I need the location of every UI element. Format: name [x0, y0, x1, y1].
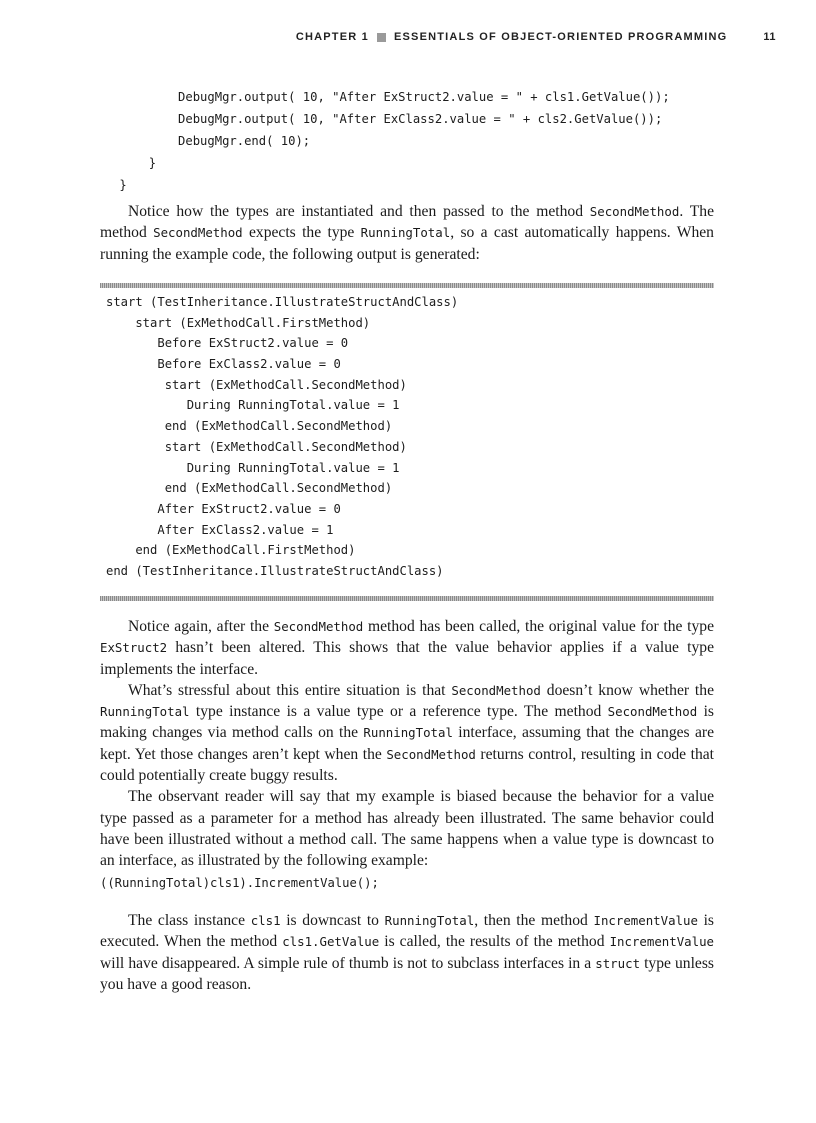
text: interface, assuming that the changes are kept. Yet those changes aren’t kept when the — [100, 724, 714, 763]
inline-code: RunningTotal — [384, 913, 475, 928]
paragraph-3 — [100, 680, 714, 786]
output-line: After ExClass2.value = 1 — [106, 522, 334, 537]
paragraph-2 — [100, 616, 714, 680]
text: , so a cast automatically happens. When running the example code, the following output is generated: — [100, 224, 714, 263]
code-line: } — [90, 156, 157, 170]
output-top-rule — [100, 283, 714, 288]
output-line: During RunningTotal.value = 1 — [106, 398, 400, 413]
text: Notice again, after the — [128, 618, 274, 635]
inline-code: RunningTotal — [363, 725, 453, 741]
text: Notice how the types are instantiated and then passed to the method — [128, 203, 590, 220]
console-output — [106, 292, 716, 582]
inline-code: RunningTotal — [100, 704, 190, 720]
text: is executed. When the method — [100, 912, 714, 951]
text: type instance is a value type or a reference type. The method — [189, 703, 608, 721]
body-text-block — [100, 616, 714, 872]
output-line: start (ExMethodCall.FirstMethod) — [106, 315, 371, 330]
text: is downcast to — [280, 912, 385, 929]
inline-code: RunningTotal — [360, 225, 451, 241]
text: . The method — [100, 203, 714, 242]
text: is making changes via method calls on the — [100, 703, 714, 742]
output-line: start (TestInheritance.IllustrateStructAndClass) — [106, 295, 459, 309]
inline-code: IncrementValue — [609, 934, 714, 950]
inline-code: SecondMethod — [273, 619, 364, 634]
inline-code: struct — [595, 955, 641, 971]
paragraph-4: The observant reader will say that my example is biased because the behavior for a value type passed as a parameter for a method has already been illustrated. The same behavior could have been illustrated without a method call. The same happens when a value type is downcast to an interface, as illustrated by the following example: — [100, 788, 714, 870]
output-line: Before ExClass2.value = 0 — [106, 357, 341, 372]
text: What’s stressful about this entire situation is that — [128, 681, 452, 699]
code-listing-top — [0, 86, 816, 196]
inline-code: SecondMethod — [589, 204, 680, 219]
inline-code: IncrementValue — [593, 913, 698, 928]
page-number: 11 — [763, 31, 776, 43]
text: expects the type — [242, 224, 361, 242]
paragraph-1 — [100, 201, 714, 265]
code-single-line: ((RunningTotal)cls1).IncrementValue(); — [100, 876, 379, 890]
inline-code: SecondMethod — [153, 225, 243, 241]
inline-code: cls1 — [250, 913, 281, 928]
code-line: DebugMgr.output( 10, "After ExClass2.value = " + cls2.GetValue()); — [90, 112, 663, 126]
text: The class instance — [128, 912, 251, 929]
text: hasn’t been altered. This shows that the value behavior applies if a value type implements the interface. — [100, 639, 714, 678]
text: will have disappeared. A simple rule of thumb is not to subclass interfaces in a — [100, 954, 596, 972]
output-line: During RunningTotal.value = 1 — [106, 460, 400, 475]
text: , then the method — [474, 912, 594, 929]
chapter-title: ESSENTIALS OF OBJECT-ORIENTED PROGRAMMING — [393, 31, 728, 43]
output-line: end (ExMethodCall.FirstMethod) — [106, 543, 356, 558]
text: is called, the results of the method — [379, 933, 610, 951]
code-line: DebugMgr.end( 10); — [90, 134, 311, 148]
running-header — [0, 27, 776, 47]
code-line: } — [90, 178, 127, 192]
inline-code: SecondMethod — [451, 682, 541, 698]
output-line: After ExStruct2.value = 0 — [106, 501, 341, 516]
output-line: start (ExMethodCall.SecondMethod) — [106, 439, 407, 454]
output-line: start (ExMethodCall.SecondMethod) — [106, 377, 407, 392]
inline-code: SecondMethod — [386, 746, 476, 762]
chapter-label: CHAPTER 1 — [295, 31, 369, 43]
output-line: end (TestInheritance.IllustrateStructAndClass) — [106, 563, 444, 578]
output-bottom-rule — [100, 596, 714, 601]
text: doesn’t know whether the — [540, 681, 714, 699]
inline-code: cls1.GetValue — [282, 934, 380, 950]
paragraph-5 — [100, 910, 714, 995]
inline-code: ExStruct2 — [100, 640, 168, 656]
header-separator-icon — [377, 33, 386, 42]
output-line: end (ExMethodCall.SecondMethod) — [106, 419, 393, 434]
code-line: DebugMgr.output( 10, "After ExStruct2.value = " + cls1.GetValue()); — [90, 90, 670, 104]
output-line: end (ExMethodCall.SecondMethod) — [106, 481, 393, 496]
inline-code: SecondMethod — [607, 704, 698, 720]
text: returns control, resulting in code that could potentially create buggy results. — [100, 745, 715, 785]
text: type unless you have a good reason. — [100, 954, 714, 993]
output-line: Before ExStruct2.value = 0 — [106, 336, 349, 351]
text: method has been called, the original value for the type — [363, 618, 714, 635]
